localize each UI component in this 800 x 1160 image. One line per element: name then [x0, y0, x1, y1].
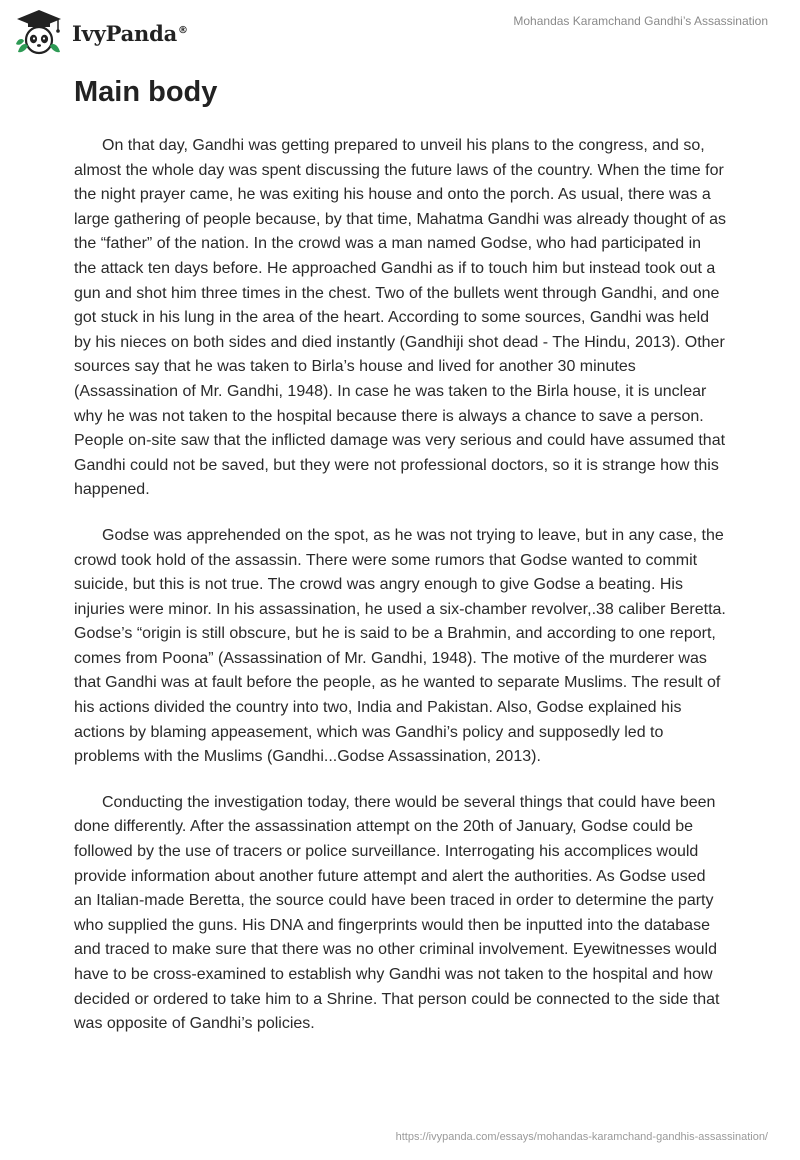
- body-text: [74, 134, 726, 1037]
- main-content: [74, 74, 726, 1058]
- document-title: Mohandas Karamchand Gandhi’s Assassination: [513, 14, 768, 28]
- page-header: [0, 0, 800, 66]
- paragraph: Godse was apprehended on the spot, as he was not trying to leave, but in any case, the crowd took hold of the assassin. There were some rumors that Godse wanted to commit suicide, but this is not true. The crowd was angry enough to give Godse a beating. His injuries were minor. In his assassination, he used a six-chamber revolver,.38 caliber Beretta. Godse’s “origin is still obscure, but he is said to be a Brahmin, and according to one report, comes from Poona” (Assassination of Mr. Gandhi, 1948). The motive of the murderer was that Gandhi was at fault before the people, as he wanted to separate Muslims. The result of his actions divided the country into two, India and Pakistan. Also, Godse explained his actions by blaming appeasement, which was Gandhi’s policy and supposedly led to problems with the Muslims (Gandhi...Godse Assassination, 2013).: [74, 526, 726, 766]
- logo-wordmark: [72, 21, 188, 46]
- ivypanda-logo[interactable]: [14, 8, 188, 56]
- panda-graduate-icon: [14, 8, 64, 56]
- logo-text: IvyPanda: [72, 20, 178, 46]
- registered-mark: ®: [178, 24, 188, 36]
- paragraph: Conducting the investigation today, there would be several things that could have been done differently. After the assassination attempt on the 20th of January, Godse could be followed by the use of tracers or police surveillance. Interrogating his accomplices would provide information about another future attempt and alert the authorities. As Godse used an Italian-made Beretta, the source could have been traced in order to determine the party who supplied the guns. His DNA and fingerprints would then be inputted into the database and traced to make sure that there was no other criminal involvement. Eyewitnesses would have to be cross-examined to establish why Gandhi was not taken to the hospital and how decided or ordered to take him to a Shrine. That person could be connected to the side that was opposite of Gandhi’s policies.: [74, 793, 720, 1033]
- paragraph: On that day, Gandhi was getting prepared to unveil his plans to the congress, and so, almost the whole day was spent discussing the future laws of the country. When the time for the night prayer came, he was exiting his house and onto the porch. As usual, there was a large gathering of people because, by that time, Mahatma Gandhi was already thought of as the “father” of the nation. In the crowd was a man named Godse, who had participated in the attack ten days before. He approached Gandhi as if to touch him but instead took out a gun and shot him three times in the chest. Two of the bullets went through Gandhi, and one got stuck in his lung in the area of the heart. According to some sources, Gandhi was held by his nieces on both sides and died instantly (Gandhiji shot dead - The Hindu, 2013). Other sources say that he was taken to Birla’s house and lived for another 30 minutes (Assassination of Mr. Gandhi, 1948). In case he was taken to the Birla house, it is unclear why he was not taken to the hospital because there is always a chance to save a person. People on-site saw that the inflicted damage was very serious and could have assumed that Gandhi could not be saved, but they were not professional doctors, so it is strange how this happened.: [74, 137, 726, 499]
- source-url[interactable]: https://ivypanda.com/essays/mohandas-karamchand-gandhis-assassination/: [395, 1131, 768, 1143]
- section-heading: Main body: [74, 76, 218, 108]
